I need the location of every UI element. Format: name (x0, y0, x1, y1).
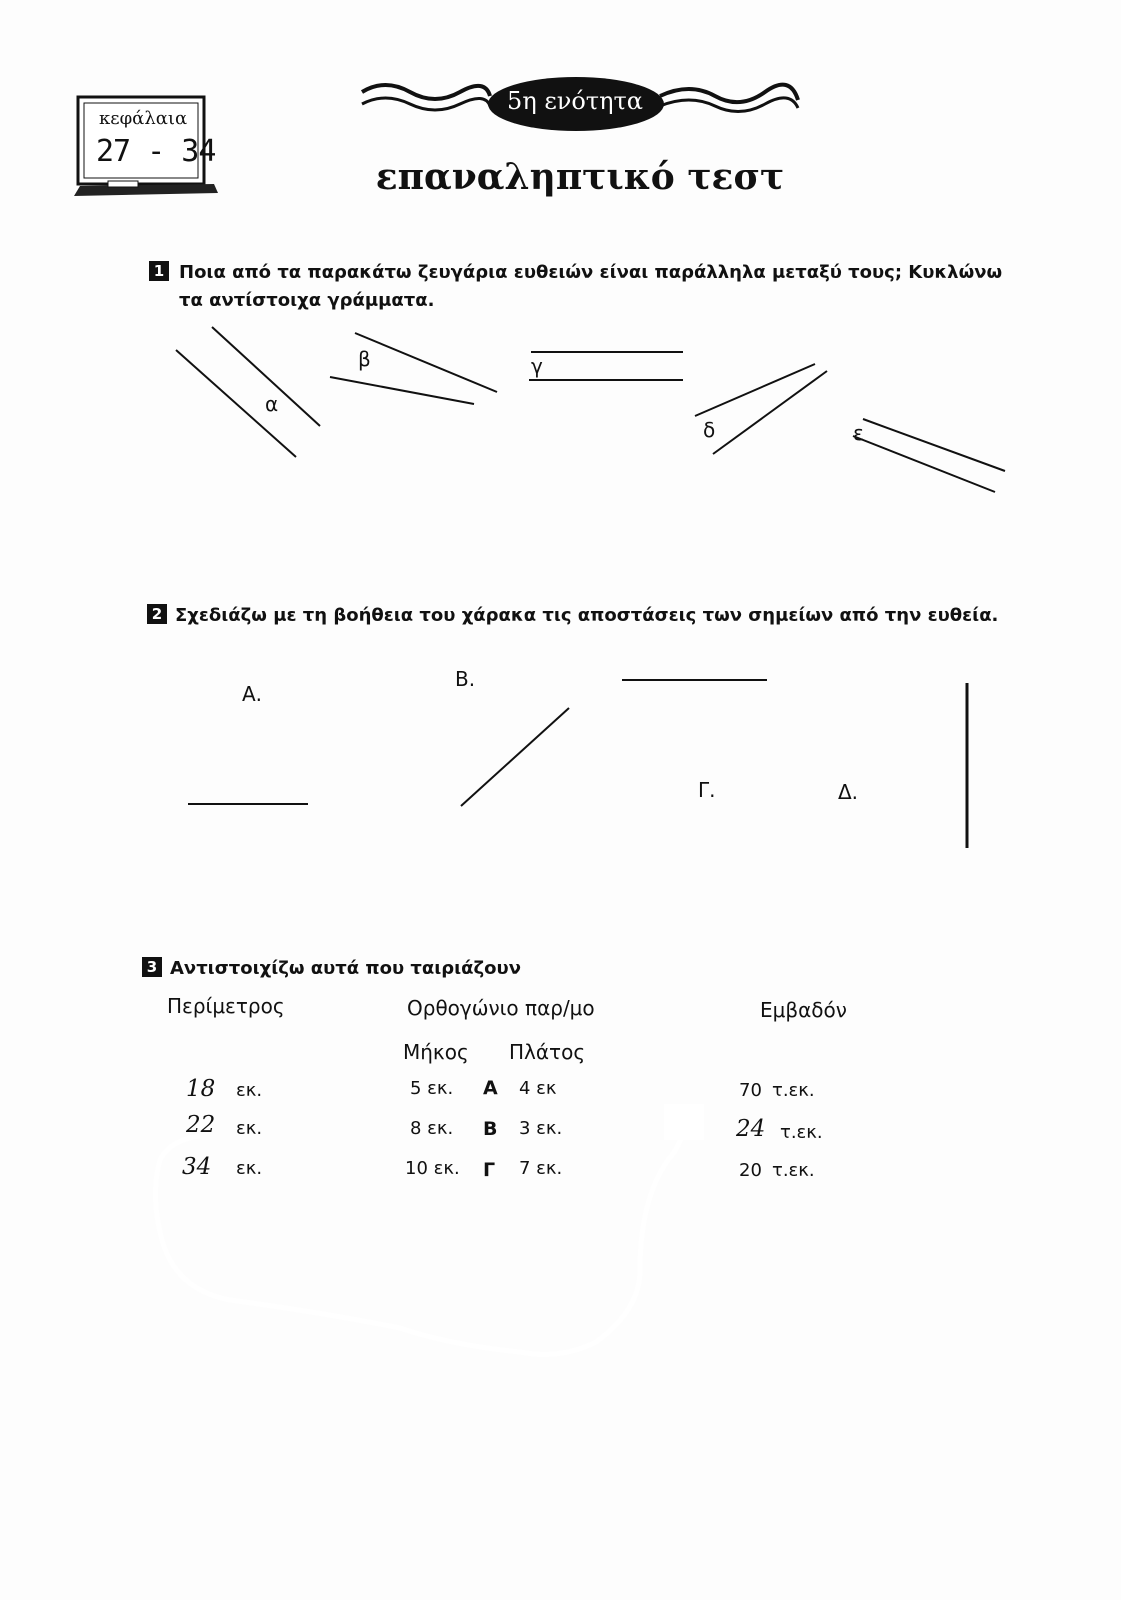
q3-rect-length: 8 εκ. (410, 1118, 454, 1139)
q1-label-b[interactable]: β (358, 347, 371, 371)
q3-area-unit: τ.εκ. (780, 1122, 823, 1143)
q2-point-a: Α. (242, 682, 263, 706)
q1-number-badge: 1 (149, 261, 169, 281)
q3-rect-width: 3 εκ. (519, 1118, 563, 1139)
q1-label-a[interactable]: α (265, 392, 279, 416)
q1-label-e[interactable]: ε (853, 421, 864, 445)
q1-pair-c (529, 352, 683, 380)
q3-instruction: Αντιστοιχίζω αυτά που ταιριάζουν (170, 958, 521, 979)
q3-rect-length: 10 εκ. (405, 1158, 460, 1179)
q3-rect-letter[interactable]: Β (483, 1118, 498, 1140)
q3-header-length: Μήκος (403, 1040, 469, 1064)
q3-header-width: Πλάτος (509, 1040, 586, 1064)
q3-header-perimeter: Περίμετρος (167, 994, 285, 1018)
q3-perimeter-value[interactable]: 18 (186, 1076, 216, 1102)
chapter-word: κεφάλαια (99, 108, 188, 129)
q2-instruction: Σχεδιάζω με τη βοήθεια του χάρακα τις αποστάσεις των σημείων από την ευθεία. (175, 605, 999, 626)
q1-label-d[interactable]: δ (703, 418, 716, 442)
chapter-range: 27 - 34 (96, 134, 216, 169)
q3-area-unit: τ.εκ. (772, 1080, 815, 1101)
q3-perimeter-value[interactable]: 34 (182, 1154, 212, 1180)
q3-rect-width: 4 εκ (519, 1078, 557, 1099)
q2-point-d: Δ. (838, 780, 859, 804)
eraser-smudge (664, 1104, 704, 1140)
q3-header-rectangle: Ορθογώνιο παρ/μο (407, 996, 595, 1020)
eraser-stroke (155, 1108, 683, 1354)
q3-area-unit: τ.εκ. (772, 1160, 815, 1181)
q1-pair-b (330, 333, 497, 404)
q2-point-g: Γ. (698, 778, 716, 802)
q3-rect-length: 5 εκ. (410, 1078, 454, 1099)
unit-banner-label: 5η ενότητα (507, 87, 643, 115)
q3-rect-letter[interactable]: Α (483, 1077, 498, 1099)
q2-line-b (461, 708, 569, 806)
q3-header-area: Εμβαδόν (760, 998, 847, 1022)
q1-instruction-line1: Ποια από τα παρακάτω ζευγάρια ευθειών είναι παράλληλα μεταξύ τους; Κυκλώνω (179, 262, 1003, 283)
q3-perimeter-unit: εκ. (236, 1080, 263, 1101)
q1-instruction-line2: τα αντίστοιχα γράμματα. (179, 290, 435, 311)
q1-label-c[interactable]: γ (531, 354, 543, 378)
q1-pair-a (176, 327, 320, 457)
q1-pair-e (853, 419, 1005, 492)
q3-area-value[interactable]: 24 (736, 1116, 766, 1142)
q3-number-badge: 3 (142, 957, 162, 977)
q3-perimeter-unit: εκ. (236, 1118, 263, 1139)
q2-point-b: Β. (455, 667, 476, 691)
q3-perimeter-value[interactable]: 22 (186, 1112, 216, 1138)
q3-area-value[interactable]: 20 (739, 1160, 762, 1181)
q3-area-value[interactable]: 70 (739, 1080, 762, 1101)
q3-perimeter-unit: εκ. (236, 1158, 263, 1179)
q3-rect-letter[interactable]: Γ (483, 1159, 496, 1181)
page-title: επαναληπτικό τεστ (375, 156, 785, 198)
q3-rect-width: 7 εκ. (519, 1158, 563, 1179)
q2-number-badge: 2 (147, 604, 167, 624)
